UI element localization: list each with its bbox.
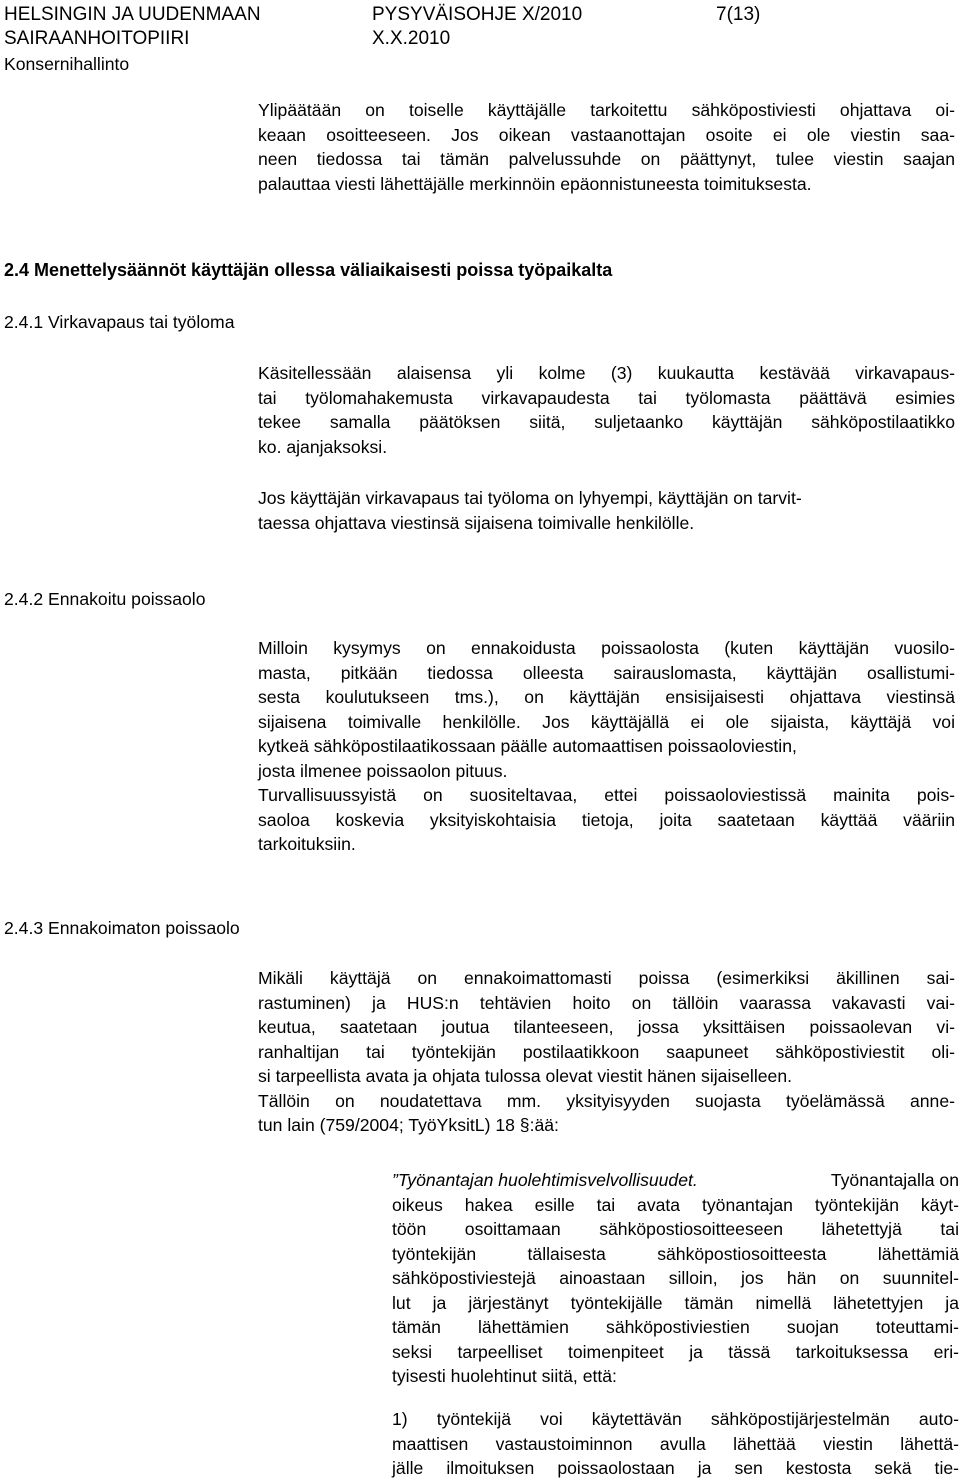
text-line: sesta koulutukseen tms.), on käyttäjän ensisijaisesti ohjattava viestinsä [258, 687, 955, 707]
org-name-line1: HELSINGIN JA UUDENMAAN [4, 4, 261, 25]
org-name-line2: SAIRAANHOITOPIIRI [4, 28, 190, 49]
text-line: töön osoittamaan sähköpostiosoitteeseen lähetettyjä tai [392, 1219, 959, 1239]
doc-date: X.X.2010 [372, 28, 451, 49]
page-number: 7(13) [716, 4, 761, 25]
text-line: tyisesti huolehtinut siitä, että: [392, 1366, 617, 1386]
text-line: ranhaltijan tai työntekijän postilaatikkoon saapuneet sähköpostiviestit oli- [258, 1041, 955, 1062]
quote-first-line [392, 1168, 959, 1193]
text-line: jälle ilmoituksen poissaolostaan ja sen kestosta sekä tie- [392, 1458, 959, 1478]
text-line: lut ja järjestänyt työntekijälle tämän nimellä lähetettyjen ja [392, 1292, 959, 1313]
text-line: seksi tarpeelliset toimenpiteet ja tässä tarkoituksessa eri- [392, 1341, 959, 1362]
text-line: neen tiedossa tai tämän palvelussuhde on päättynyt, tulee viestin saajan [258, 149, 955, 169]
intro-paragraph [258, 98, 955, 196]
section-heading: 2.4 Menettelysäännöt käyttäjän ollessa väliaikaisesti poissa työpaikalta [4, 260, 613, 280]
text-line: keaan osoitteeseen. Jos oikean vastaanottajan osoite ei ole viestin saa- [258, 124, 955, 145]
text-line: Ylipäätään on toiselle käyttäjälle tarkoitettu sähköpostiviesti ohjattava oi- [258, 100, 955, 120]
subsection-heading-2-4-1: 2.4.1 Virkavapaus tai työloma [4, 312, 235, 332]
text-line: 1) työntekijä voi käytettävän sähköpostijärjestelmän auto- [392, 1409, 959, 1429]
text-line: Jos käyttäjän virkavapaus tai työloma on lyhyempi, käyttäjän on tarvit- [258, 488, 802, 508]
quote-first-line-rest: Työnantajalla on [830, 1170, 959, 1190]
text-line: tun lain (759/2004; TyöYksitL) 18 §:ää: [258, 1115, 559, 1135]
text-line: Tällöin on noudatettava mm. yksityisyyden suojasta työelämässä annе- [258, 1090, 955, 1111]
doc-title: PYSYVÄISOHJE X/2010 [372, 4, 583, 25]
text-line: Mikäli käyttäjä on ennakoimattomasti poissa (esimerkiksi äkillinen sai- [258, 968, 955, 988]
text-line: ko. ajanjaksoksi. [258, 436, 388, 457]
text-line: keutua, saatetaan joutua tilanteeseen, jossa yksittäisen poissaolevan vi- [258, 1017, 955, 1037]
text-line: masta, pitkään tiedossa olleesta sairauslomasta, käyttäjän osallistumi- [258, 662, 955, 683]
org-department: Konsernihallinto [4, 54, 130, 74]
text-line: Käsitellessään alaisensa yli kolme (3) kuukautta kestävää virkavapaus- [258, 363, 955, 383]
text-line: oikeus hakea esille tai avata työnantajan työntekijän käyt- [392, 1194, 959, 1215]
text-line: tekee samalla päätöksen siitä, suljetaanko käyttäjän sähköpostilaatikko [258, 412, 955, 432]
subsection-heading-2-4-2: 2.4.2 Ennakoitu poissaolo [4, 589, 206, 609]
text-line: palauttaa viesti lähettäjälle merkinnöin epäonnistuneesta toimituksesta. [258, 173, 812, 194]
text-line: tämän lähettämien sähköpostiviestien suojan toteuttami- [392, 1317, 959, 1337]
paragraph [258, 636, 955, 857]
paragraph [258, 486, 955, 535]
text-line: Milloin kysymys on ennakoidusta poissaolosta (kuten käyttäjän vuosilo- [258, 638, 955, 658]
text-line: si tarpeellista avata ja ohjata tulossa olevat viestit hänen sijaiselleen. [258, 1066, 792, 1086]
text-line: maattisen vastaustoiminnon avulla lähettää viestin lähettä- [392, 1433, 959, 1454]
text-line: sijaisena toimivalle henkilölle. Jos käyttäjällä ei ole sijaista, käyttäjä voi [258, 711, 955, 732]
law-quote-item [392, 1407, 959, 1481]
text-line: saoloa koskevia yksityiskohtaisia tietoja, joita saatetaan käyttää vääriin [258, 809, 955, 830]
text-line: työntekijän tällaisesta sähköpostiosoitteesta lähettämiä [392, 1243, 959, 1264]
paragraph [258, 966, 955, 1138]
text-line: Turvallisuussyistä on suositeltavaa, ettei poissaoloviestissä mainita pois- [258, 785, 955, 805]
text-line: josta ilmenee poissaolon pituus. [258, 760, 508, 781]
subsection-heading-2-4-3: 2.4.3 Ennakoimaton poissaolo [4, 918, 240, 938]
paragraph [258, 361, 955, 459]
law-quote [392, 1168, 959, 1389]
text-line: taessa ohjattava viestinsä sijaisena toimivalle henkilölle. [258, 512, 695, 533]
text-line: tai työlomahakemusta virkavapaudesta tai työlomasta päättävä esimies [258, 387, 955, 408]
text-line: rastuminen) ja HUS:n tehtävien hoito on tällöin vaarassa vakavasti vai- [258, 992, 955, 1013]
quote-heading: ”Työnantajan huolehtimisvelvollisuudet. [392, 1170, 698, 1190]
text-line: tarkoituksiin. [258, 834, 356, 854]
text-line: sähköpostiviestejä ainoastaan silloin, jos hän on suunnitel- [392, 1268, 959, 1288]
text-line: kytkeä sähköpostilaatikossaan päälle automaattisen poissaoloviestin, [258, 736, 797, 756]
